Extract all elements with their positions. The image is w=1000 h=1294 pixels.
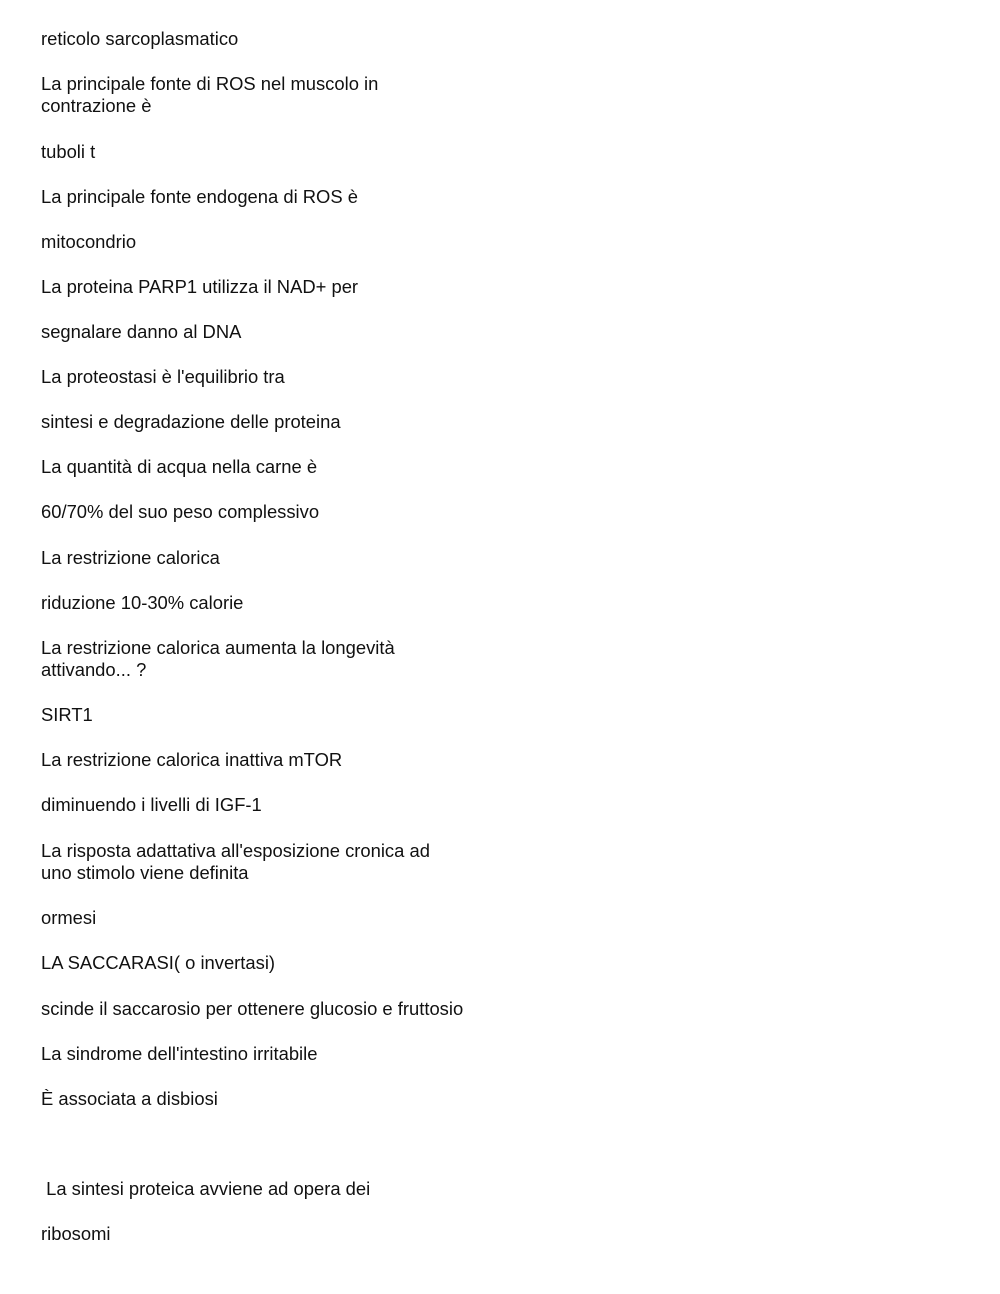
text-line: La risposta adattativa all'esposizione cronica ad [41,840,430,861]
text-line: diminuendo i livelli di IGF-1 [41,794,262,815]
text-line: reticolo sarcoplasmatico [41,28,239,49]
text-line: La quantità di acqua nella carne è [41,456,318,477]
text-line: tuboli t [41,141,96,162]
text-line: LA SACCARASI( o invertasi) [41,952,276,973]
text-line: È associata a disbiosi [41,1088,218,1109]
text-line: La sintesi proteica avviene ad opera dei [41,1178,371,1199]
text-line: segnalare danno al DNA [41,321,242,342]
text-line: La proteostasi è l'equilibrio tra [41,366,285,387]
text-line: SIRT1 [41,704,93,725]
text-line: uno stimolo viene definita [41,862,249,883]
text-line: sintesi e degradazione delle proteina [41,411,341,432]
text-line: La principale fonte di ROS nel muscolo in [41,73,379,94]
text-line: La restrizione calorica [41,547,220,568]
text-line: attivando... ? [41,659,147,680]
text-line: La sindrome dell'intestino irritabile [41,1043,318,1064]
text-line: scinde il saccarosio per ottenere glucosio e fruttosio [41,998,464,1019]
text-line: mitocondrio [41,231,137,252]
text-line: ormesi [41,907,97,928]
text-line: 60/70% del suo peso complessivo [41,501,320,522]
text-line: La proteina PARP1 utilizza il NAD+ per [41,276,359,297]
text-line: La restrizione calorica inattiva mTOR [41,749,343,770]
text-line: La principale fonte endogena di ROS è [41,186,358,207]
text-line: contrazione è [41,95,152,116]
text-line: ribosomi [41,1223,111,1244]
text-line: La restrizione calorica aumenta la longevità [41,637,395,658]
text-line: riduzione 10-30% calorie [41,592,244,613]
